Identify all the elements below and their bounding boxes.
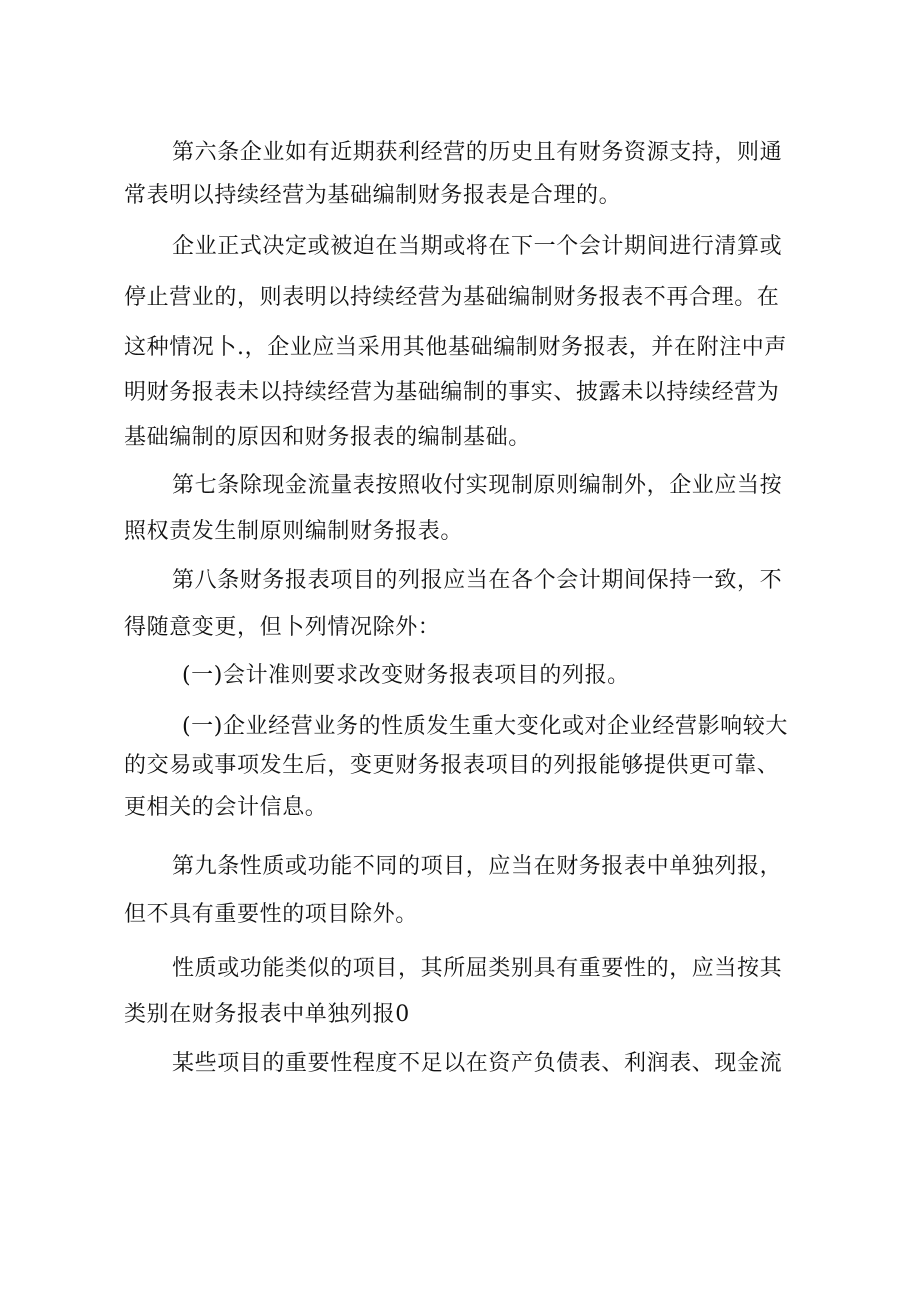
text-line: 明财务报表未以持续经营为基础编制的事实、披露未以持续经营为 bbox=[124, 380, 780, 405]
text-line: 第九条性质或功能不同的项目，应当在财务报表中单独列报， bbox=[172, 854, 783, 879]
text-line: 类别在财务报表中单独列报0 bbox=[124, 1002, 410, 1027]
text-line: 常表明以持续经营为基础编制财务报表是合理的。 bbox=[124, 183, 622, 208]
text-line: 第八条财务报表项目的列报应当在各个会计期间保持一致，不 bbox=[172, 568, 783, 593]
text-line: 某些项目的重要性程度不足以在资产负债表、利润表、现金流 bbox=[172, 1051, 783, 1076]
text-line: 性质或功能类似的项目，其所屈类别具有重要性的，应当按其 bbox=[172, 956, 783, 981]
text-line: 得随意变更，但卜列情况除外： bbox=[124, 615, 441, 640]
text-line: 基础编制的原因和财务报表的编制基础。 bbox=[124, 425, 531, 450]
text-line: 的交易或事项发生后，变更财务报表项目的列报能够提供更可靠、 bbox=[124, 753, 780, 778]
text-line: 第六条企业如有近期获利经营的历史且有财务资源支持，则通 bbox=[172, 140, 783, 165]
text-line: 更相关的会计信息。 bbox=[124, 795, 328, 820]
text-line: (一)企业经营业务的性质发生重大变化或对企业经营影响较大 bbox=[182, 714, 788, 739]
text-line: 企业正式决定或被迫在当期或将在下一个会计期间进行清算或 bbox=[172, 234, 783, 259]
text-line: 照权责发生制原则编制财务报表。 bbox=[124, 519, 464, 544]
text-line: 第七条除现金流量表按照收付实现制原则编制外，企业应当按 bbox=[172, 473, 783, 498]
text-line: 但不具有重要性的项目除外。 bbox=[124, 902, 418, 927]
text-line: 这种情况卜.，企业应当采用其他基础编制财务报表，并在附注中声 bbox=[124, 335, 787, 360]
text-line: (一)会计准则要求改变财务报表项目的列报。 bbox=[182, 663, 630, 688]
text-line: 停止营业的，则表明以持续经营为基础编制财务报表不再合理。在 bbox=[124, 285, 780, 310]
